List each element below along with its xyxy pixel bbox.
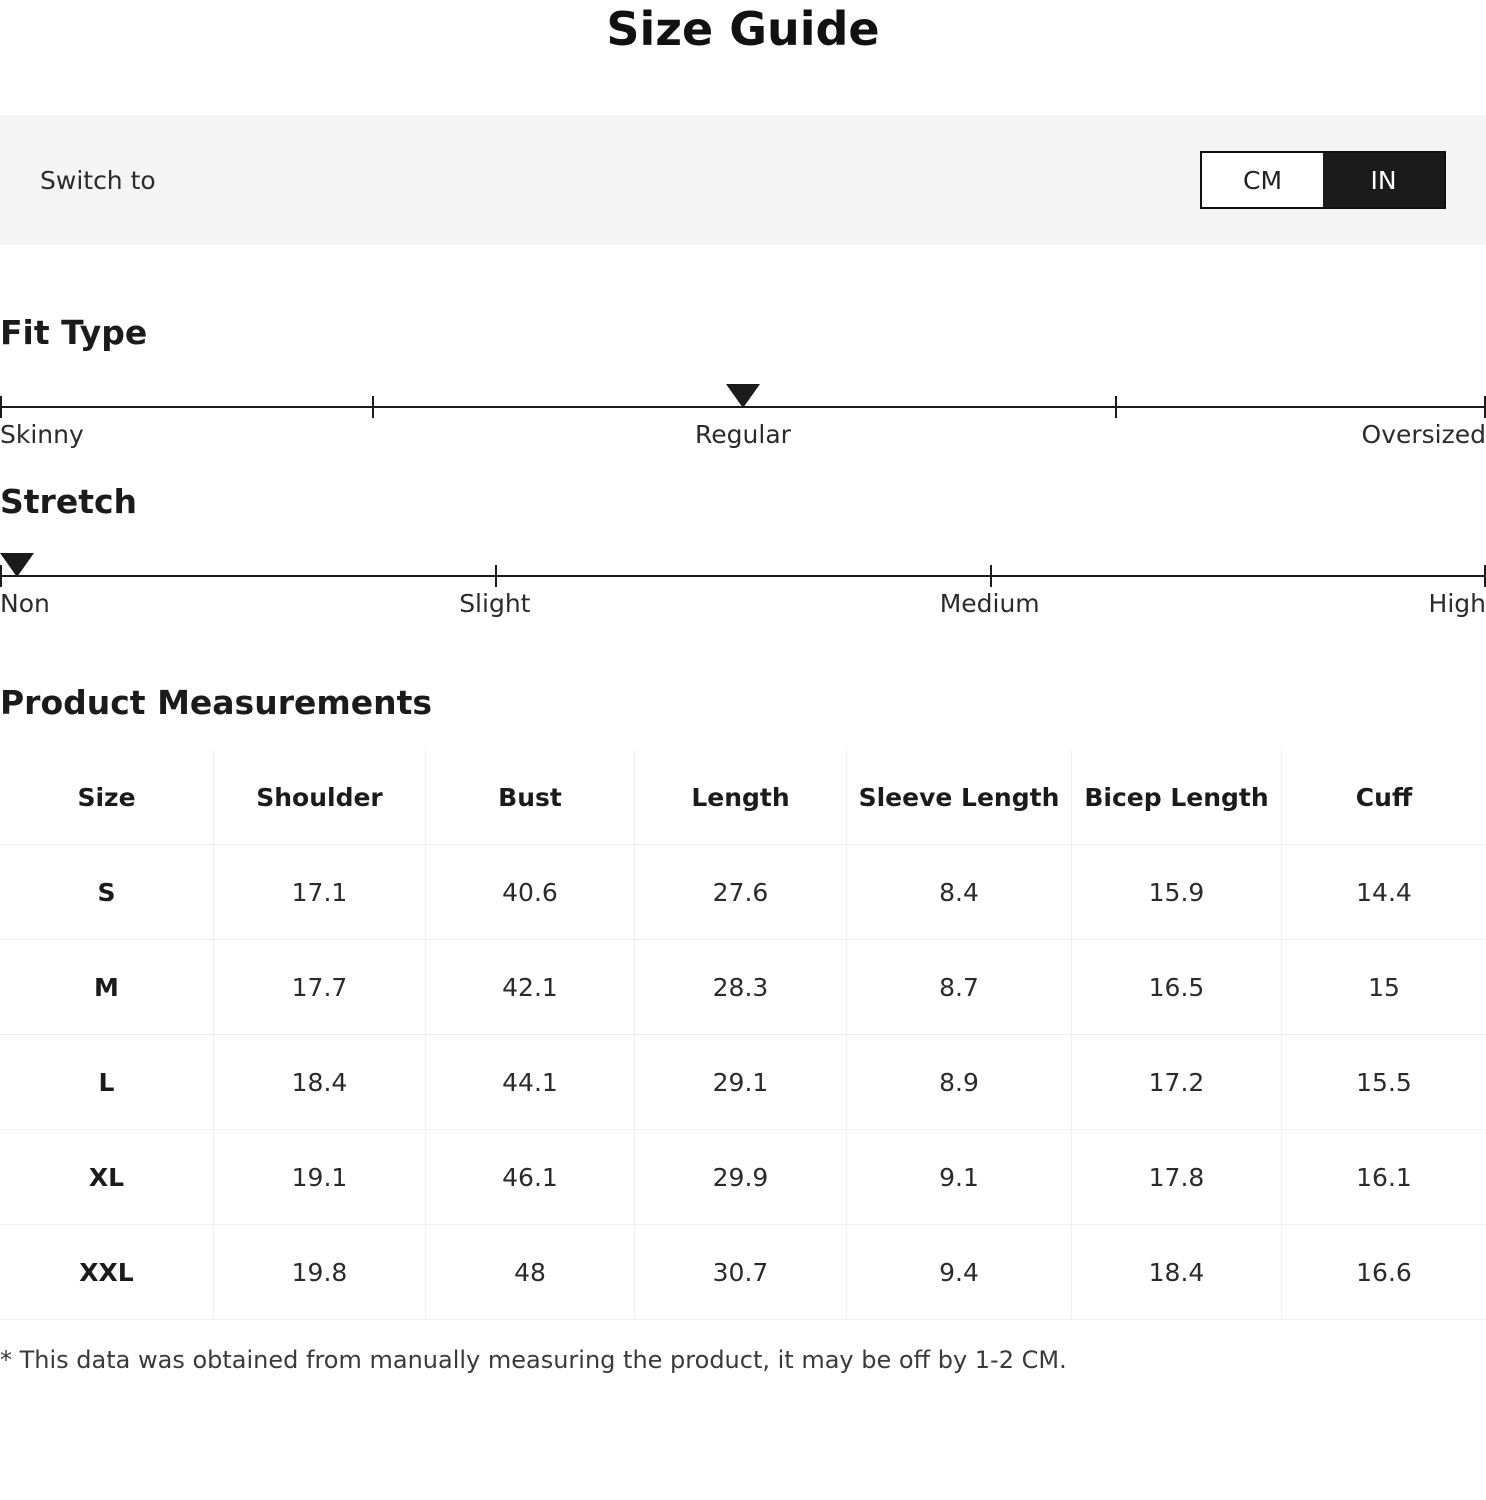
cell-sleeve-length: 9.4	[847, 1225, 1072, 1320]
stretch-heading: Stretch	[0, 482, 138, 522]
cell-cuff: 15.5	[1282, 1035, 1486, 1130]
cell-size: L	[0, 1035, 214, 1130]
cell-sleeve-length: 8.4	[847, 845, 1072, 940]
stretch-tick-1	[495, 565, 497, 587]
cell-bust: 48	[426, 1225, 635, 1320]
cell-bicep-length: 17.2	[1072, 1035, 1282, 1130]
cell-bust: 42.1	[426, 940, 635, 1035]
column-header-bust: Bust	[426, 750, 635, 845]
fit-type-scale	[0, 378, 1486, 454]
column-header-sleeve-length: Sleeve Length	[847, 750, 1072, 845]
cell-bust: 46.1	[426, 1130, 635, 1225]
cell-shoulder: 19.8	[214, 1225, 426, 1320]
page-title: Size Guide	[606, 2, 880, 56]
stretch-label-slight: Slight	[459, 589, 531, 619]
cell-sleeve-length: 8.7	[847, 940, 1072, 1035]
table-row	[0, 1130, 1486, 1225]
cell-bicep-length: 17.8	[1072, 1130, 1282, 1225]
cell-bicep-length: 16.5	[1072, 940, 1282, 1035]
column-header-shoulder: Shoulder	[214, 750, 426, 845]
stretch-tick-2	[990, 565, 992, 587]
table-row	[0, 845, 1486, 940]
cell-length: 30.7	[635, 1225, 847, 1320]
cell-size: XL	[0, 1130, 214, 1225]
cell-length: 28.3	[635, 940, 847, 1035]
stretch-axis	[0, 575, 1486, 577]
cell-bicep-length: 15.9	[1072, 845, 1282, 940]
stretch-marker-icon	[0, 553, 34, 577]
column-header-length: Length	[635, 750, 847, 845]
cell-bust: 40.6	[426, 845, 635, 940]
table-row	[0, 1035, 1486, 1130]
table-row	[0, 1225, 1486, 1320]
stretch-label-non: Non	[0, 589, 50, 619]
cell-size: S	[0, 845, 214, 940]
unit-toggle[interactable]	[1200, 151, 1446, 209]
table-row	[0, 940, 1486, 1035]
cell-length: 29.9	[635, 1130, 847, 1225]
table-header-row	[0, 750, 1486, 845]
stretch-scale	[0, 547, 1486, 623]
cell-sleeve-length: 8.9	[847, 1035, 1072, 1130]
cell-shoulder: 17.1	[214, 845, 426, 940]
column-header-cuff: Cuff	[1282, 750, 1486, 845]
unit-switch-label: Switch to	[40, 165, 156, 195]
fit-type-label-oversized: Oversized	[1361, 420, 1486, 450]
cell-sleeve-length: 9.1	[847, 1130, 1072, 1225]
cell-cuff: 16.6	[1282, 1225, 1486, 1320]
cell-shoulder: 17.7	[214, 940, 426, 1035]
cell-shoulder: 19.1	[214, 1130, 426, 1225]
measurements-table	[0, 750, 1486, 1320]
cell-shoulder: 18.4	[214, 1035, 426, 1130]
cell-bicep-length: 18.4	[1072, 1225, 1282, 1320]
column-header-bicep-length: Bicep Length	[1072, 750, 1282, 845]
cell-cuff: 14.4	[1282, 845, 1486, 940]
unit-option-cm[interactable]: CM	[1202, 153, 1323, 207]
unit-switch-bar	[0, 115, 1486, 245]
product-measurements-heading: Product Measurements	[0, 683, 433, 723]
cell-cuff: 15	[1282, 940, 1486, 1035]
fit-type-tick-1	[372, 396, 374, 418]
measurement-footnote: * This data was obtained from manually measuring the product, it may be off by 1-2 CM.	[0, 1346, 1067, 1375]
fit-type-tick-2	[1115, 396, 1117, 418]
column-header-size: Size	[0, 750, 214, 845]
cell-length: 29.1	[635, 1035, 847, 1130]
cell-cuff: 16.1	[1282, 1130, 1486, 1225]
cell-size: M	[0, 940, 214, 1035]
fit-type-heading: Fit Type	[0, 313, 148, 353]
stretch-label-medium: Medium	[939, 589, 1040, 619]
stretch-label-high: High	[1428, 589, 1486, 619]
fit-type-label-regular: Regular	[695, 420, 791, 450]
cell-size: XXL	[0, 1225, 214, 1320]
cell-bust: 44.1	[426, 1035, 635, 1130]
fit-type-tick-start	[0, 396, 2, 418]
fit-type-marker-icon	[726, 384, 760, 408]
cell-length: 27.6	[635, 845, 847, 940]
fit-type-label-skinny: Skinny	[0, 420, 84, 450]
unit-option-in[interactable]: IN	[1323, 153, 1444, 207]
